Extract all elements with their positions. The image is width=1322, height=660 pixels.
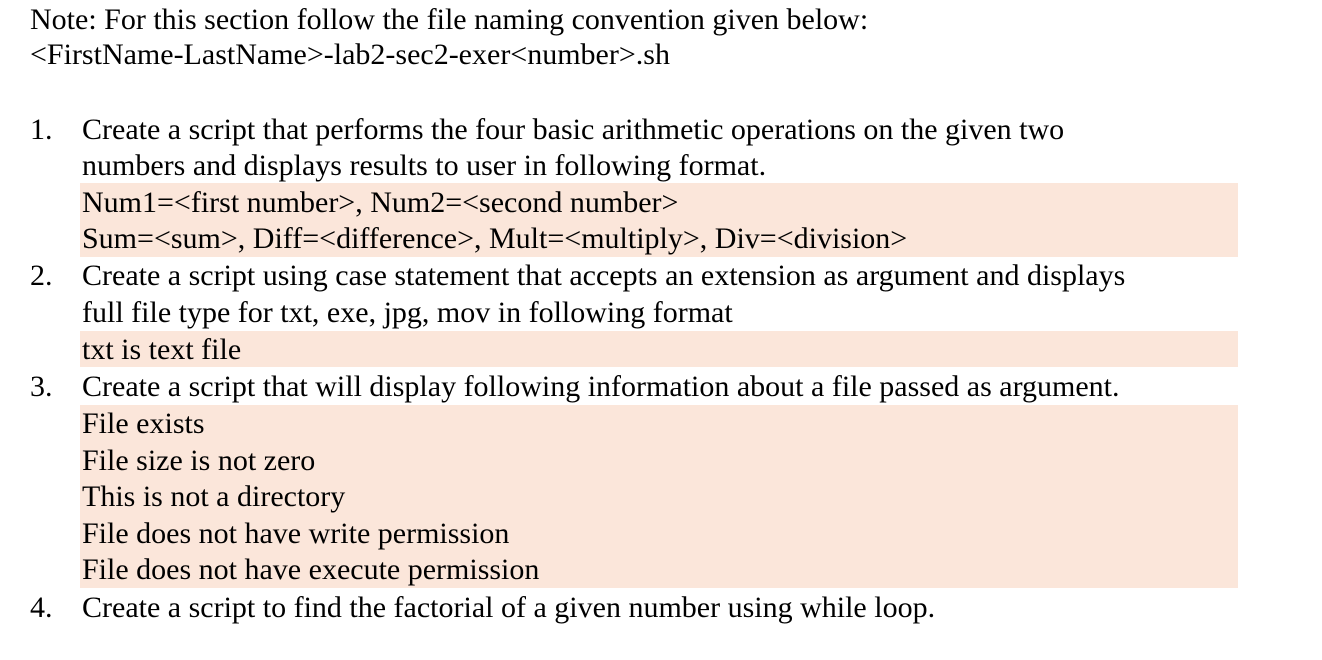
- output-format-line: This is not a directory: [82, 480, 346, 513]
- output-format-line: Num1=<first number>, Num2=<second number>: [82, 186, 679, 219]
- exercise-text-line: Create a script that will display following information about a file passed as argument.: [82, 370, 1120, 403]
- output-format-line: txt is text file: [82, 333, 242, 366]
- exercise-number: 2.: [30, 259, 53, 292]
- exercise-text-line: Create a script to find the factorial of a given number using while loop.: [82, 591, 936, 624]
- exercise-text-line: Create a script that performs the four basic arithmetic operations on the given two: [82, 113, 1065, 146]
- note-line: Note: For this section follow the file naming convention given below:: [30, 3, 869, 36]
- output-format-line: File does not have write permission: [82, 517, 510, 550]
- exercise-number: 3.: [30, 370, 53, 403]
- output-format-box: [80, 331, 1238, 367]
- exercise-number: 1.: [30, 113, 53, 146]
- output-format-line: File size is not zero: [82, 444, 316, 477]
- output-format-line: File does not have execute permission: [82, 553, 540, 586]
- exercise-text-line: full file type for txt, exe, jpg, mov in following format: [82, 296, 733, 329]
- naming-convention: <FirstName-LastName>-lab2-sec2-exer<number>.sh: [30, 38, 670, 71]
- output-format-line: File exists: [82, 407, 205, 440]
- exercise-number: 4.: [30, 591, 53, 624]
- exercise-text-line: numbers and displays results to user in following format.: [82, 149, 767, 182]
- output-format-line: Sum=<sum>, Diff=<difference>, Mult=<multiply>, Div=<division>: [82, 222, 908, 255]
- exercise-text-line: Create a script using case statement that accepts an extension as argument and displays: [82, 259, 1126, 292]
